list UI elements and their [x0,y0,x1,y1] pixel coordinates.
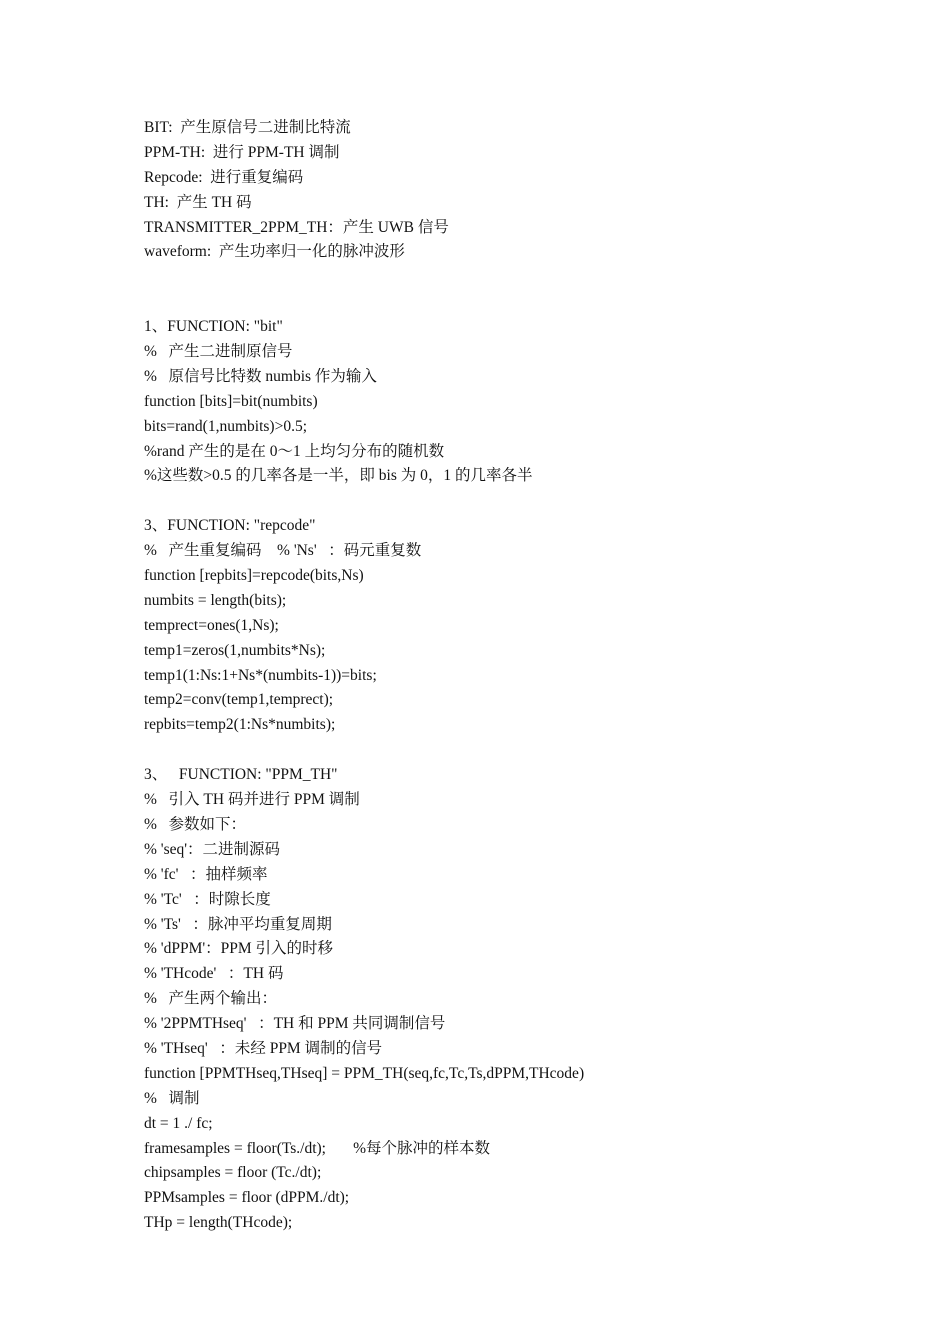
text-line: 3、 FUNCTION: "PPM_TH" [144,766,338,784]
text-line: temp1=zeros(1,numbits*Ns); [144,641,326,659]
text-line: function [bits]=bit(numbits) [144,392,318,410]
text-line: %rand 产生的是在 0～1 上均匀分布的随机数 [144,442,445,460]
text-line: BIT: 产生原信号二进制比特流 [144,119,351,136]
text-line: 3、FUNCTION: "repcode" [144,517,316,535]
text-line: Repcode: 进行重复编码 [144,168,304,186]
text-line: PPMsamples = floor (dPPM./dt); [144,1189,350,1207]
text-line: % 引入 TH 码并进行 PPM 调制 [144,791,360,809]
text-line: TH: 产生 TH 码 [144,193,252,211]
text-line: % 调制 [144,1089,200,1107]
text-line: temp2=conv(temp1,temprect); [144,691,334,709]
blank-line [144,489,904,514]
text-line: bits=rand(1,numbits)>0.5; [144,417,307,435]
text-line: THp = length(THcode); [144,1214,293,1232]
text-line: PPM-TH: 进行 PPM-TH 调制 [144,143,340,161]
text-line: 1、FUNCTION: "bit" [144,318,283,336]
text-line: waveform: 产生功率归一化的脉冲波形 [144,243,405,261]
text-line: % 'seq'：二进制源码 [144,840,281,858]
text-line: function [repbits]=repcode(bits,Ns) [144,567,364,585]
text-line: % 参数如下： [144,815,247,833]
text-line: chipsamples = floor (Tc./dt); [144,1164,322,1182]
text-line: % '2PPMTHseq' ：TH 和 PPM 共同调制信号 [144,1015,446,1033]
text-line: % 产生两个输出： [144,990,278,1008]
text-line: % 原信号比特数 numbis 作为输入 [144,367,377,385]
text-line: % 产生重复编码 % 'Ns' ：码元重复数 [144,542,422,560]
text-line: % 'Ts' ：脉冲平均重复周期 [144,915,332,933]
text-line: % 'THseq' ：未经 PPM 调制的信号 [144,1039,383,1057]
text-line: % 'dPPM'：PPM 引入的时移 [144,940,334,958]
text-line: % 'THcode' ：TH 码 [144,965,284,983]
text-line: framesamples = floor(Ts./dt); %每个脉冲的样本数 [144,1139,491,1157]
text-line: % 'Tc' ：时隙长度 [144,890,271,908]
blank-line [144,290,904,315]
text-line: temprect=ones(1,Ns); [144,616,279,634]
text-line: %这些数>0.5 的几率各是一半，即 bis 为 0，1 的几率各半 [144,467,533,485]
text-line: function [PPMTHseq,THseq] = PPM_TH(seq,fc,Tc,Ts,dPPM,THcode) [144,1064,585,1082]
text-line: temp1(1:Ns:1+Ns*(numbits-1))=bits; [144,666,377,684]
text-line: dt = 1 ./ fc; [144,1114,213,1132]
text-line: % 产生二进制原信号 [144,343,293,361]
text-line: TRANSMITTER_2PPM_TH：产生 UWB 信号 [144,218,449,236]
text-line: repbits=temp2(1:Ns*numbits); [144,716,336,734]
text-line: numbits = length(bits); [144,591,287,609]
text-line: % 'fc' ：抽样频率 [144,865,268,883]
blank-line [144,738,904,763]
blank-line [144,265,904,290]
document-body [144,116,904,1236]
